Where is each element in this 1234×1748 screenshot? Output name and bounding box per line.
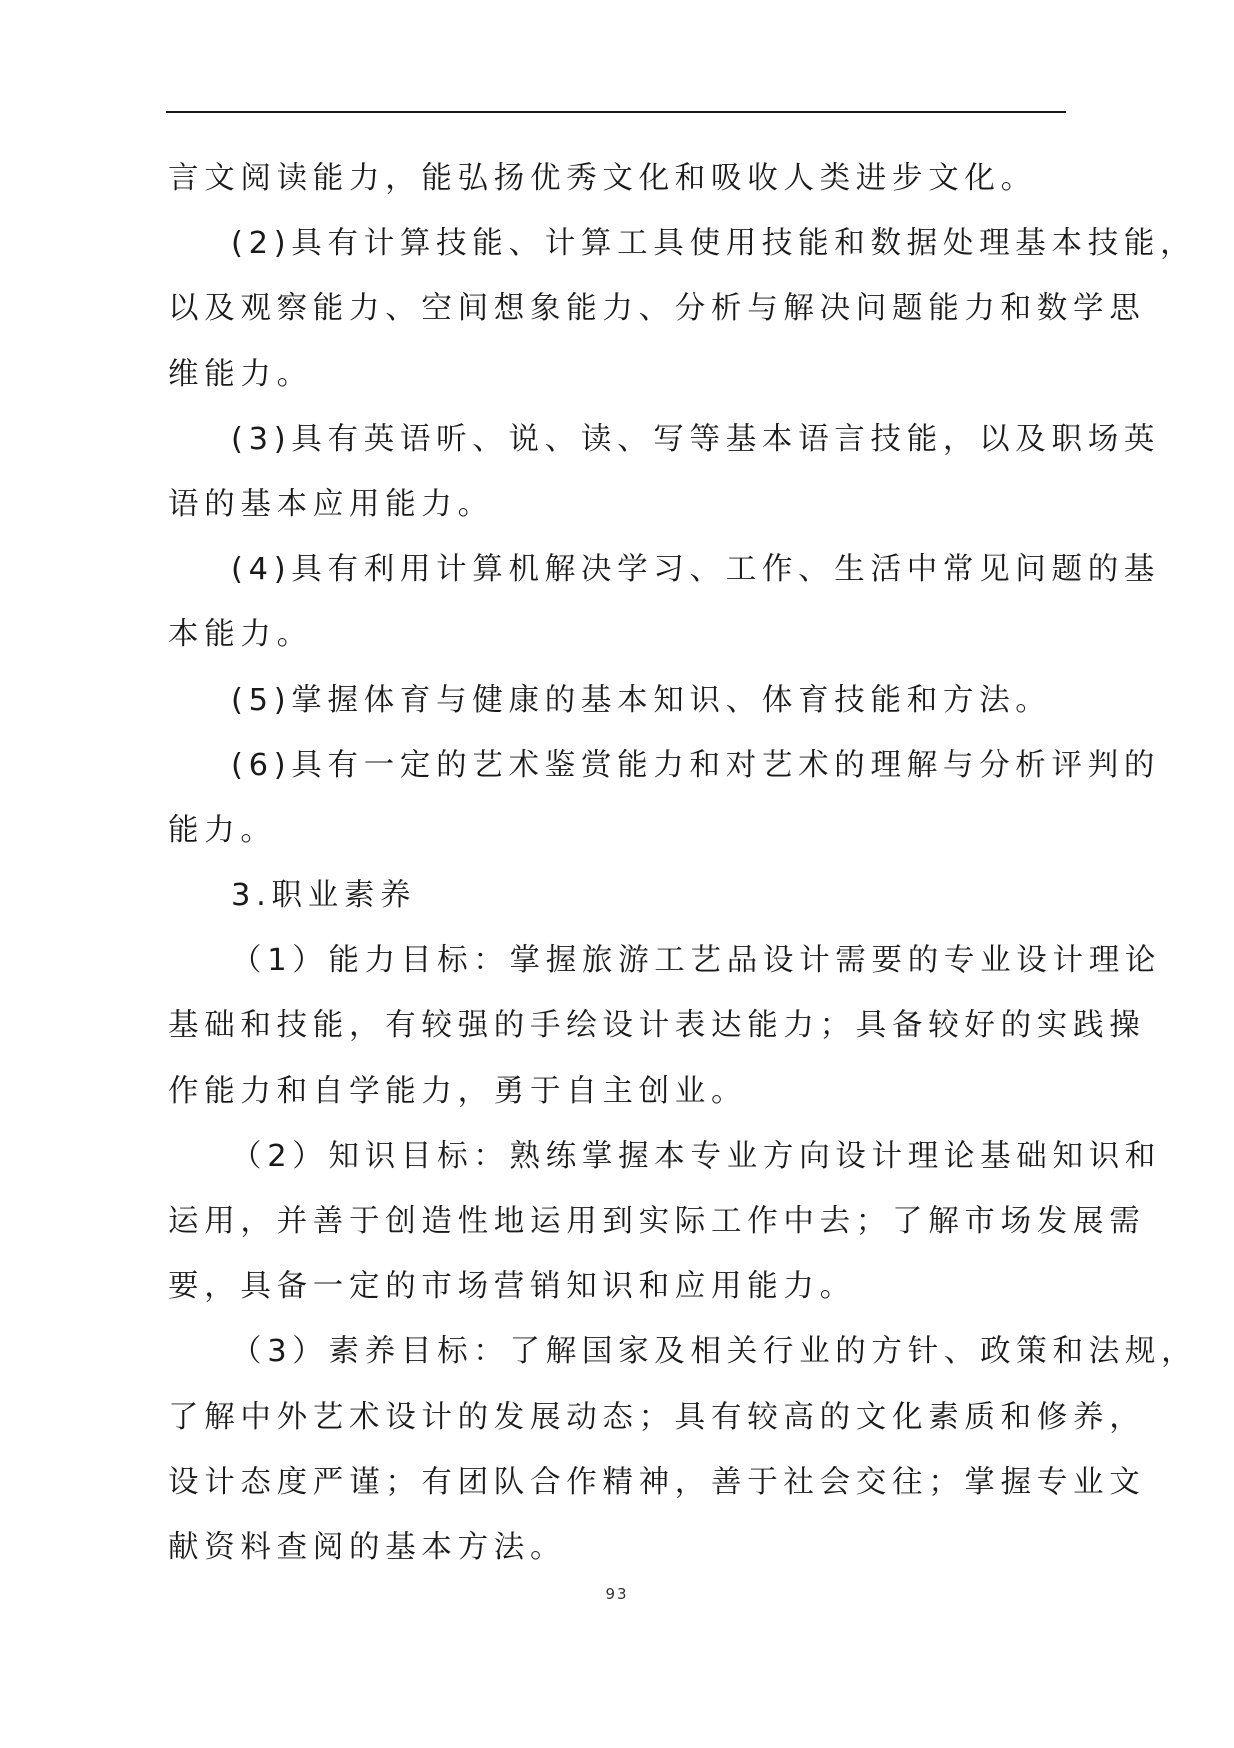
text-line: 本能力。 xyxy=(168,617,313,653)
text-line: （3）素养目标：了解国家及相关行业的方针、政策和法规， xyxy=(231,1334,1198,1370)
text-line: 献资料查阅的基本方法。 xyxy=(168,1529,567,1565)
text-line: (4)具有利用计算机解决学习、工作、生活中常见问题的基 xyxy=(231,552,1161,588)
page-number: 93 xyxy=(605,1585,629,1603)
text-line: 了解中外艺术设计的发展动态；具有较高的文化素质和修养， xyxy=(168,1399,1146,1435)
text-line: 能力。 xyxy=(168,812,277,848)
header-rule xyxy=(166,111,1066,113)
text-line: (6)具有一定的艺术鉴赏能力和对艺术的理解与分析评判的 xyxy=(231,747,1161,783)
text-line: 维能力。 xyxy=(168,356,313,392)
text-line: 作能力和自学能力，勇于自主创业。 xyxy=(168,1073,748,1109)
text-line: (2)具有计算技能、计算工具使用技能和数据处理基本技能， xyxy=(231,226,1197,262)
text-line: 语的基本应用能力。 xyxy=(168,486,494,522)
text-line: 以及观察能力、空间想象能力、分析与解决问题能力和数学思 xyxy=(168,291,1146,327)
text-line: （1）能力目标：掌握旅游工艺品设计需要的专业设计理论 xyxy=(231,943,1162,979)
text-line: 设计态度严谨；有团队合作精神，善于社会交往；掌握专业文 xyxy=(168,1464,1146,1500)
text-line: (3)具有英语听、说、读、写等基本语言技能，以及职场英 xyxy=(231,421,1161,457)
text-line: 言文阅读能力，能弘扬优秀文化和吸收人类进步文化。 xyxy=(168,161,1037,196)
section-heading: 3.职业素养 xyxy=(231,878,417,914)
text-line: (5)掌握体育与健康的基本知识、体育技能和方法。 xyxy=(231,682,1052,718)
text-line: 基础和技能，有较强的手绘设计表达能力；具备较好的实践操 xyxy=(168,1008,1146,1044)
text-line: （2）知识目标：熟练掌握本专业方向设计理论基础知识和 xyxy=(231,1138,1162,1174)
text-line: 要，具备一定的市场营销知识和应用能力。 xyxy=(168,1269,856,1305)
text-line: 运用，并善于创造性地运用到实际工作中去；了解市场发展需 xyxy=(168,1204,1146,1239)
body-text xyxy=(168,146,1198,1580)
